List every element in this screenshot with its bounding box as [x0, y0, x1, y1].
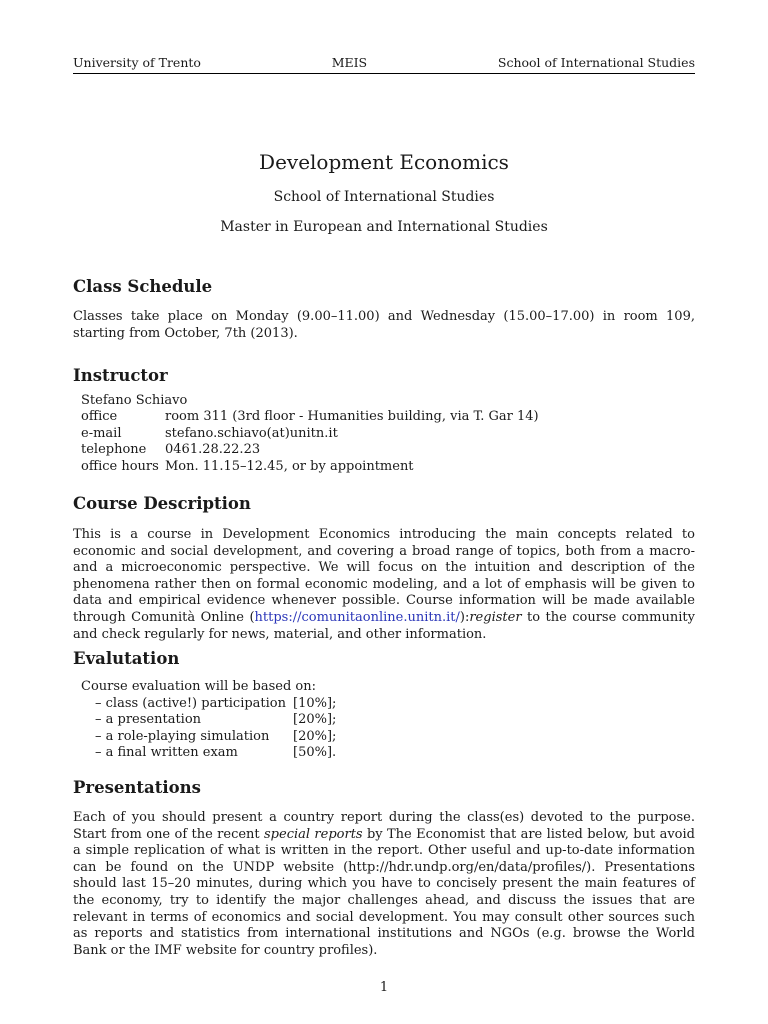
evaluation-row [95, 729, 336, 746]
presentations-text [73, 810, 695, 959]
evaluation-item: – a role-playing simulation [95, 728, 270, 744]
course-description-end: to the course community and check regularly for news, material, and other information. [73, 609, 695, 642]
instructor-row [81, 442, 539, 458]
evaluation-item: – a presentation [95, 712, 202, 727]
header-program: MEIS [331, 55, 368, 70]
comunita-online-link[interactable]: https://comunitaonline.unitn.it/ [254, 609, 460, 625]
presentations-body-end: by The Economist that are listed below, but avoid a simple replication of what is written in the report. Other useful and up-to-date information can be found on the UNDP website (http://hdr.undp.org/en/data/profiles/). Presentations should last 15–20 minutes, during which you have to concisely present the main features of the economy, try to identify the major challenges ahead, and discuss the issues that are relevant in terms of economics and social development. You may consult other sources such as reports and statistics from international institutions and NGOs (e.g. browse the World Bank or the IMF website for country profiles). [73, 826, 695, 958]
evaluation-weight: [20%]; [293, 712, 337, 727]
course-description-body: This is a course in Development Economics introducing the main concepts related to economic and social development, and covering a broad range of topics, both from a macro- and a microeconomic perspective. We will focus on the intuition and description of the phenomena rather then on formal economic modeling, and a lot of emphasis will be given to data and empirical evidence whenever possible. Course information will be made available through Comunità Online ( [73, 527, 695, 625]
course-description-text [73, 527, 695, 643]
instructor-name-row [81, 393, 539, 409]
evaluation-item: – class (active!) participation [95, 695, 287, 711]
evaluation-heading: Evalutation [73, 649, 180, 668]
course-description-link-close: ): [459, 609, 470, 625]
instructor-key: e-mail [81, 425, 122, 441]
register-word: register [469, 609, 522, 625]
evaluation-row [95, 745, 336, 762]
evaluation-weight: [50%]. [293, 745, 337, 760]
instructor-key: office hours [81, 458, 159, 474]
evaluation-weight: [20%]; [293, 728, 337, 744]
special-reports-phrase: special reports [264, 826, 363, 842]
evaluation-table [95, 696, 336, 762]
evaluation-row [95, 696, 336, 713]
instructor-value: 0461.28.22.23 [165, 442, 261, 458]
instructor-value: room 311 (3rd floor - Humanities building, via T. Gar 14) [165, 409, 539, 425]
instructor-key: office [81, 409, 118, 425]
presentations-heading: Presentations [73, 778, 201, 797]
instructor-table [81, 393, 539, 475]
class-schedule-heading: Class Schedule [73, 277, 213, 296]
title-block [73, 148, 695, 236]
document-title: Development Economics [259, 150, 509, 174]
document-page [73, 0, 695, 1024]
course-description-heading: Course Description [73, 494, 251, 513]
presentations-body: Each of you should present a country report during the class(es) devoted to the purpose. Start from one of the recent [73, 810, 695, 842]
instructor-row [81, 426, 539, 442]
document-subtitle-school: School of International Studies [273, 189, 495, 205]
class-schedule-text: Classes take place on Monday (9.00–11.00) and Wednesday (15.00–17.00) in room 109, starting from October, 7th (2013). [73, 309, 695, 341]
evaluation-row [95, 712, 336, 729]
evaluation-intro: Course evaluation will be based on: [81, 679, 316, 694]
header-university: University of Trento [73, 55, 201, 70]
evaluation-block [81, 679, 336, 762]
instructor-value: stefano.schiavo(at)unitn.it [165, 425, 338, 441]
page-number: 1 [379, 980, 389, 995]
instructor-row [81, 409, 539, 425]
instructor-row [81, 459, 539, 475]
evaluation-weight: [10%]; [293, 695, 337, 711]
instructor-heading: Instructor [73, 366, 168, 385]
instructor-value: Mon. 11.15–12.45, or by appointment [165, 458, 414, 474]
document-subtitle-master: Master in European and International Studies [220, 219, 548, 235]
running-header [73, 55, 695, 74]
evaluation-item: – a final written exam [95, 745, 238, 760]
instructor-name: Stefano Schiavo [81, 393, 188, 408]
instructor-key: telephone [81, 442, 147, 458]
header-school: School of International Studies [497, 55, 695, 70]
